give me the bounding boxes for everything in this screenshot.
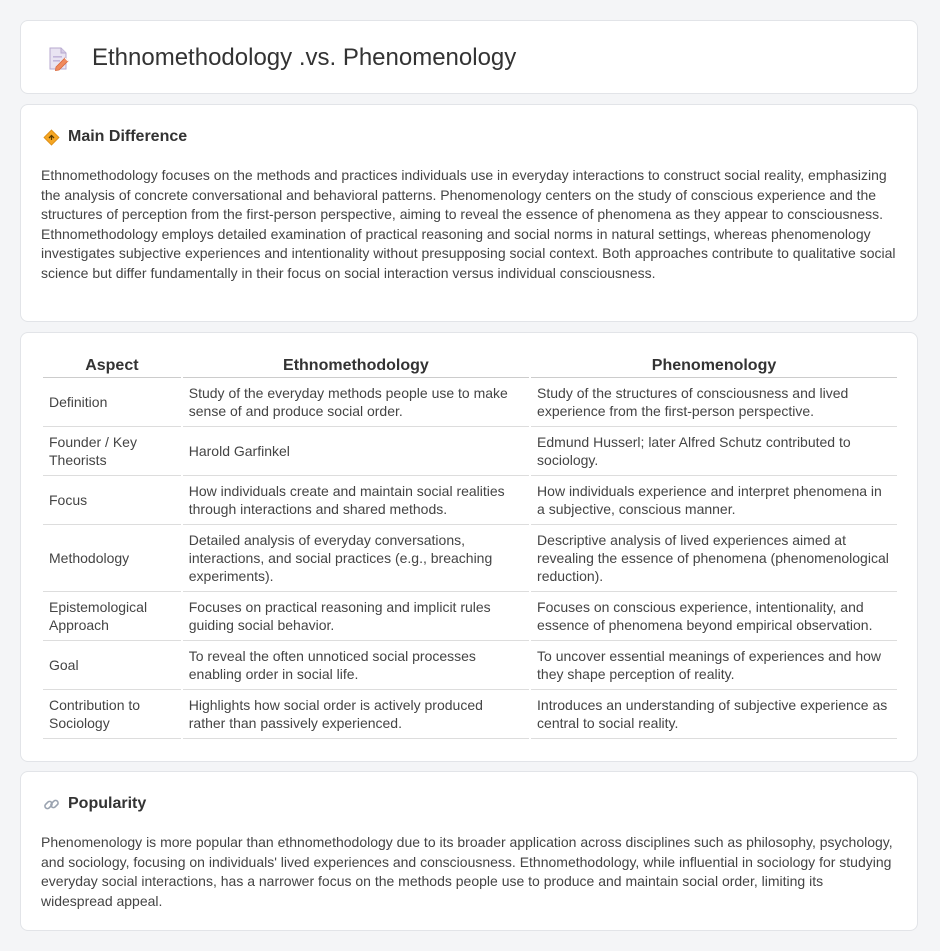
- table-row: [43, 592, 897, 641]
- row-aspect: Founder / Key Theorists: [43, 427, 181, 476]
- header-aspect: Aspect: [43, 353, 181, 378]
- comparison-section: [20, 332, 918, 762]
- table-row: [43, 378, 897, 427]
- row-ethnomethodology: How individuals create and maintain social realities through interactions and shared methods.: [183, 476, 529, 525]
- link-icon: [43, 796, 60, 813]
- row-ethnomethodology: Harold Garfinkel: [183, 427, 529, 476]
- table-row: [43, 525, 897, 592]
- table-row: [43, 690, 897, 739]
- main-difference-heading: Main Difference: [68, 128, 188, 145]
- row-ethnomethodology: To reveal the often unnoticed social processes enabling order in social life.: [183, 641, 529, 690]
- main-difference-text: Ethnomethodology focuses on the methods and practices individuals use in everyday interactions to construct social reality, emphasizing the analysis of concrete conversational and behavioral patterns. Phenomenology centers on the study of conscious experience and the structures of perception from the first-person perspective, aiming to reveal the essence of phenomena as they appear to consciousness. Ethnomethodology employs detailed examination of practical reasoning and social norms in natural settings, whereas phenomenology investigates subjective experiences and intentionality without presupposing social context. Both approaches contribute to qualitative social science but differ fundamentally in their focus on social interaction versus individual consciousness.: [41, 167, 896, 281]
- comparison-table: [41, 353, 899, 739]
- popularity-section: [20, 771, 918, 931]
- row-phenomenology: To uncover essential meanings of experiences and how they shape perception of reality.: [531, 641, 897, 690]
- row-phenomenology: Focuses on conscious experience, intentionality, and essence of phenomena beyond empirical observation.: [531, 592, 897, 641]
- row-phenomenology: How individuals experience and interpret phenomena in a subjective, conscious manner.: [531, 476, 897, 525]
- row-aspect: Definition: [43, 378, 181, 427]
- popularity-text: Phenomenology is more popular than ethnomethodology due to its broader application across disciplines such as philosophy, psychology, and sociology, focusing on individuals' lived experiences and consciousness. Ethnomethodology, while influential in sociology for studying everyday social interactions, has a narrower focus on the methods people use to produce and maintain social order, limiting its widespread appeal.: [41, 834, 893, 909]
- table-row: [43, 427, 897, 476]
- table-row: [43, 476, 897, 525]
- row-ethnomethodology: Highlights how social order is actively produced rather than passively experienced.: [183, 690, 529, 739]
- title-card: [20, 20, 918, 94]
- header-phenomenology: Phenomenology: [531, 353, 897, 378]
- row-phenomenology: Study of the structures of consciousness and lived experience from the first-person perspective.: [531, 378, 897, 427]
- row-aspect: Focus: [43, 476, 181, 525]
- row-phenomenology: Descriptive analysis of lived experiences aimed at revealing the essence of phenomena (phenomenological reduction).: [531, 525, 897, 592]
- row-aspect: Contribution to Sociology: [43, 690, 181, 739]
- table-row: [43, 641, 897, 690]
- row-aspect: Goal: [43, 641, 181, 690]
- table-header-row: [43, 353, 897, 378]
- popularity-heading: Popularity: [68, 795, 147, 812]
- diamond-sign-icon: [43, 129, 60, 146]
- page-title: Ethnomethodology .vs. Phenomenology: [92, 44, 517, 71]
- row-phenomenology: Edmund Husserl; later Alfred Schutz contributed to sociology.: [531, 427, 897, 476]
- row-ethnomethodology: Study of the everyday methods people use to make sense of and produce social order.: [183, 378, 529, 427]
- main-difference-section: [20, 104, 918, 322]
- row-ethnomethodology: Detailed analysis of everyday conversations, interactions, and social practices (e.g., breaching experiments).: [183, 525, 529, 592]
- row-ethnomethodology: Focuses on practical reasoning and implicit rules guiding social behavior.: [183, 592, 529, 641]
- document-edit-icon: [47, 47, 69, 71]
- row-aspect: Methodology: [43, 525, 181, 592]
- header-ethnomethodology: Ethnomethodology: [183, 353, 529, 378]
- row-aspect: Epistemological Approach: [43, 592, 181, 641]
- row-phenomenology: Introduces an understanding of subjective experience as central to social reality.: [531, 690, 897, 739]
